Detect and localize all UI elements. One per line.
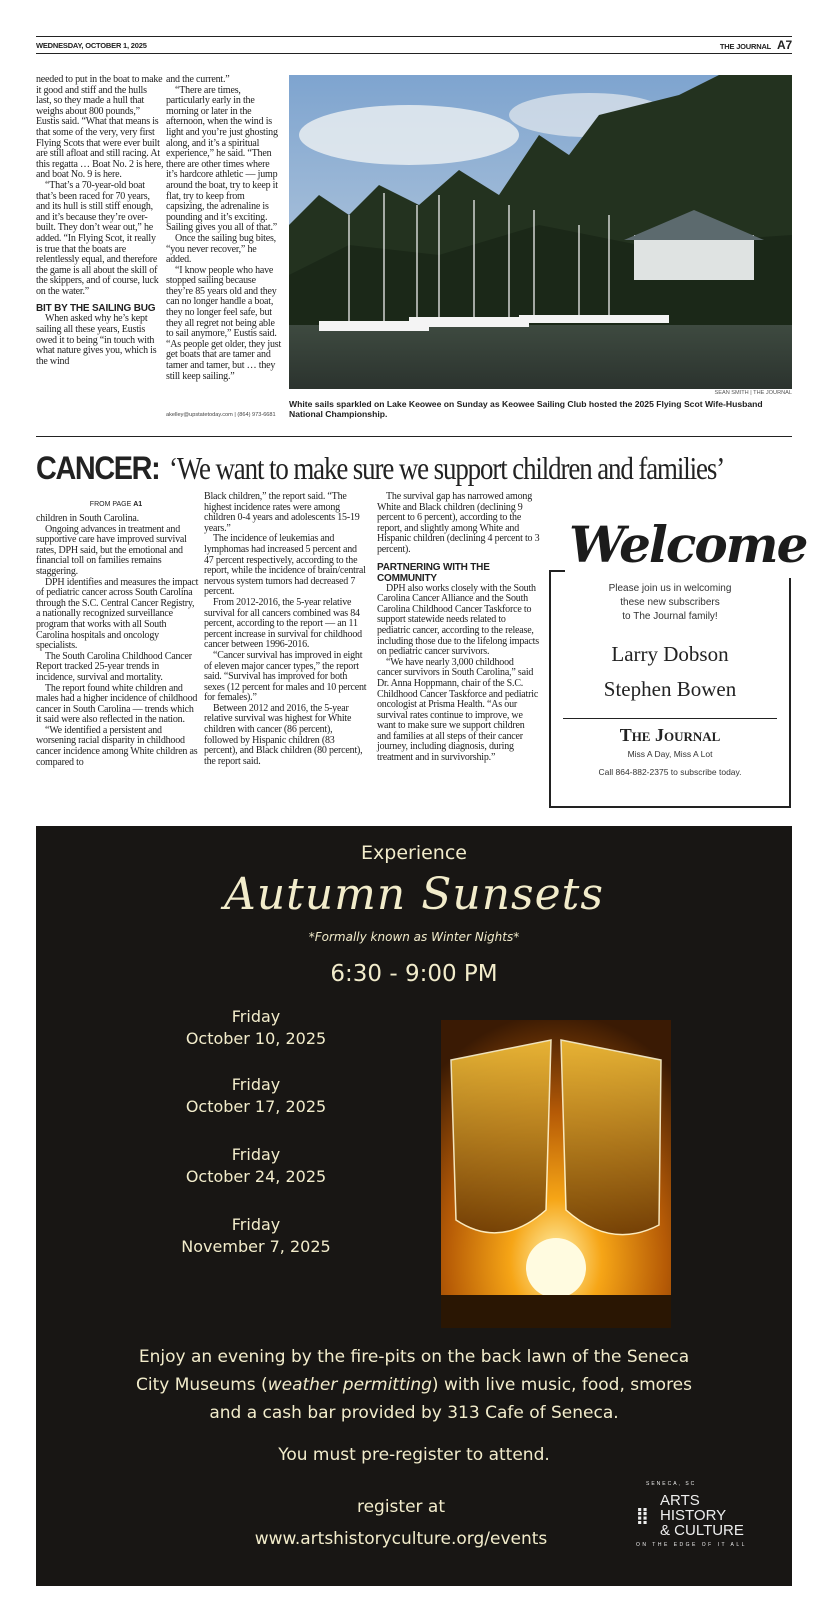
paragraph: needed to put in the boat to make it good and stiff and the hulls last, so they made a hull that weighs about 800 pounds,” Eustis said. “What that means is that some of the very, very first Flying Scots that were ever built are still afloat and still racing. At this regatta … Boat No. 2 is here, and boat No. 9 is here.	[36, 74, 164, 181]
paragraph: Once the sailing bug bites, “you never recover,” he added.	[166, 232, 276, 266]
paragraph: “We have nearly 3,000 childhood cancer survivors in South Carolina,” said Dr. Anna Hoppmann, chair of the S.C. Childhood Cancer Taskforce and pediatric oncologist at Prisma Health. “As our survival rates continue to improve, we want to make sure we support children and families at all steps of their cancer journey, including diagnosis, during treatment and in survivorship.”	[377, 656, 539, 764]
welcome-box	[549, 570, 791, 808]
paragraph: The survival gap has narrowed among White and Black children (declining 9 percent to 6 percent), according to the report, and slightly among White and Hispanic children (declining 4 percent to 3 percent).	[377, 491, 540, 555]
paragraph: “That’s a 70-year-old boat that’s been raced for 70 years, and its hull is still stiff enough, and it’s because they’re over-built. They don’t wear out,” he added. “In Flying Scot, it really is true that the boats are relentlessly equal, and therefore the game is all about the skill of the skippers, and of course, luck on the water.”	[36, 179, 159, 297]
arts-history-culture-logo: SENECA, SC ⁞⁞ ARTS HISTORY & CULTURE ON THE EDGE OF IT ALL	[636, 1481, 747, 1548]
sailing-photo	[289, 75, 792, 389]
jump-line	[36, 500, 196, 509]
headline-text: ‘We want to make sure we support children and families’	[169, 450, 725, 486]
paragraph: Between 2012 and 2016, the 5-year relative survival was highest for White children with cancer (86 percent), followed by Hispanic children (83 percent), and Black children (80 percent), the report said.	[204, 702, 363, 767]
cancer-column-1	[36, 514, 199, 768]
section-divider	[36, 436, 792, 437]
welcome-intro-line: Please join us in welcoming	[608, 583, 732, 594]
ad-note: *Formally known as Winter Nights*	[308, 930, 520, 944]
ad-register-label: register at	[356, 1497, 446, 1517]
paragraph: “Cancer survival has improved in eight of eleven major cancer types,” the report said. “Survival has improved for both sexes (12 percent for males and 10 percent for females).”	[204, 649, 367, 704]
paragraph: The incidence of leukemias and lymphomas had increased 5 percent and 47 percent respectively, according to the report, while the incidence of brain/central nervous system tumors had decreased 7 percent.	[204, 533, 366, 598]
paragraph: When asked why he’s kept sailing all these years, Eustis owed it to being “in touch with what nature gives you, which is the wind	[36, 313, 157, 367]
paragraph: “There are times, particularly early in the morning or later in the afternoon, when the wind is light and you’re just ghosting along, and it’s a spiritual experience,” he said. “Then there are other times where it’s hardcore athletic — jump around the boat, try to keep it flat, try to keep from capsizing, the adrenaline is pounding and it’s exciting. Sailing gives you all of that.”	[166, 84, 278, 234]
photo-caption: White sails sparkled on Lake Keowee on Sunday as Keowee Sailing Club hosted the 2025 Flying Scot Wife-Husband National Championship.	[289, 399, 763, 420]
ad-body: Enjoy an evening by the fire-pits on the back lawn of the Seneca City Museums (weather permitting) with live music, food, smores and a cash bar provided by 313 Cafe of Seneca.	[135, 1347, 693, 1423]
paragraph: “I know people who have stopped sailing because they’re 85 years old and they can no longer handle a boat, they no longer feel safe, but they all regret not being able to sail anymore,” Eustis said. “As people get older, they just get boats that are tamer and tamer and tamer, but … they still keep sailing.”	[166, 264, 282, 382]
journal-slogan: Miss A Day, Miss A Lot	[627, 749, 713, 759]
headline-kicker: CANCER:	[36, 450, 160, 486]
paragraph: Ongoing advances in treatment and supportive care have improved survival rates, DPH said, but the emotional and financial toll on families remains staggering.	[36, 523, 187, 577]
folio-page: A7	[777, 38, 792, 52]
ad-experience: Experience	[361, 842, 467, 864]
journal-logo: The Journal	[619, 725, 721, 745]
paragraph: Black children,” the report said. “The highest incidence rates were among children 0-4 years and adolescents 15-19 years.”	[204, 491, 360, 534]
cancer-headline	[36, 448, 796, 488]
ad-url-link[interactable]: www.artshistoryculture.org/events	[254, 1529, 548, 1549]
event-date: Friday October 17, 2025	[185, 1075, 327, 1116]
paragraph: The report found white children and males had a higher incidence of childhood cancer in South Carolina — trends which it said were also reflected in the nation.	[36, 682, 198, 726]
cancer-column-3	[377, 492, 540, 764]
subscriber-name: Stephen Bowen	[603, 677, 737, 701]
folio-date: WEDNESDAY, OCTOBER 1, 2025	[36, 40, 147, 50]
logo-mark-icon: ⁞⁞	[636, 1504, 647, 1529]
welcome-title: Welcome	[565, 512, 810, 578]
event-date: Friday November 7, 2025	[181, 1215, 331, 1256]
welcome-intro-line: to The Journal family!	[622, 611, 718, 622]
ad-time: 6:30 - 9:00 PM	[330, 961, 498, 987]
paragraph: and the current.”	[166, 74, 230, 85]
paragraph: DPH identifies and measures the impact of pediatric cancer across South Carolina through the S.C. Central Cancer Registry, a nationally recognized surveillance program that works with all South Carolina hospitals and oncology specialists.	[36, 576, 199, 652]
sailing-column-2	[166, 75, 283, 382]
sailing-column-1	[36, 75, 164, 367]
ad-title: Autumn Sunsets	[224, 869, 604, 920]
ad-preregister: You must pre-register to attend.	[278, 1445, 550, 1465]
welcome-intro-line: these new subscribers	[620, 597, 720, 608]
page-folio	[36, 36, 792, 54]
paragraph: The South Carolina Childhood Cancer Report tracked 25-year trends in incidence, survival and mortality.	[36, 650, 192, 683]
champagne-sunset-image	[441, 1020, 671, 1328]
subscribe-cta: Call 864-882-2375 to subscribe today.	[598, 767, 742, 777]
paragraph: “We identified a persistent and worsening racial disparity in childhood cancer incidence among White children as compared to	[36, 724, 198, 768]
autumn-sunsets-ad	[36, 826, 792, 1586]
paragraph: From 2012-2016, the 5-year relative survival for all cancers combined was 84 percent, according to the report — an 11 percent increase in survival for childhood cancer between 1996-2016.	[204, 596, 362, 651]
jump-page: A1	[133, 501, 143, 508]
subhead: PARTNERING WITH THE COMMUNITY	[377, 561, 490, 584]
event-date: Friday October 24, 2025	[185, 1145, 327, 1186]
photo-credit: SEAN SMITH | THE JOURNAL	[714, 390, 792, 396]
reporter-contact: akelley@upstatetoday.com | (864) 973-6681	[166, 412, 276, 418]
paragraph: DPH also works closely with the South Carolina Cancer Alliance and the South Carolina Childhood Cancer Taskforce to support statewide needs related to pediatric cancer, according to the release, including those due to the lifelong impacts on pediatric cancer survivors.	[377, 582, 539, 658]
event-date: Friday October 10, 2025	[185, 1007, 327, 1048]
paragraph: children in South Carolina.	[36, 513, 139, 524]
jump-label: FROM PAGE	[89, 501, 134, 508]
cancer-column-2	[204, 492, 367, 767]
folio-paper: THE JOURNAL	[719, 42, 772, 51]
subscriber-name: Larry Dobson	[611, 642, 729, 666]
subhead: BIT BY THE SAILING BUG	[36, 303, 156, 315]
